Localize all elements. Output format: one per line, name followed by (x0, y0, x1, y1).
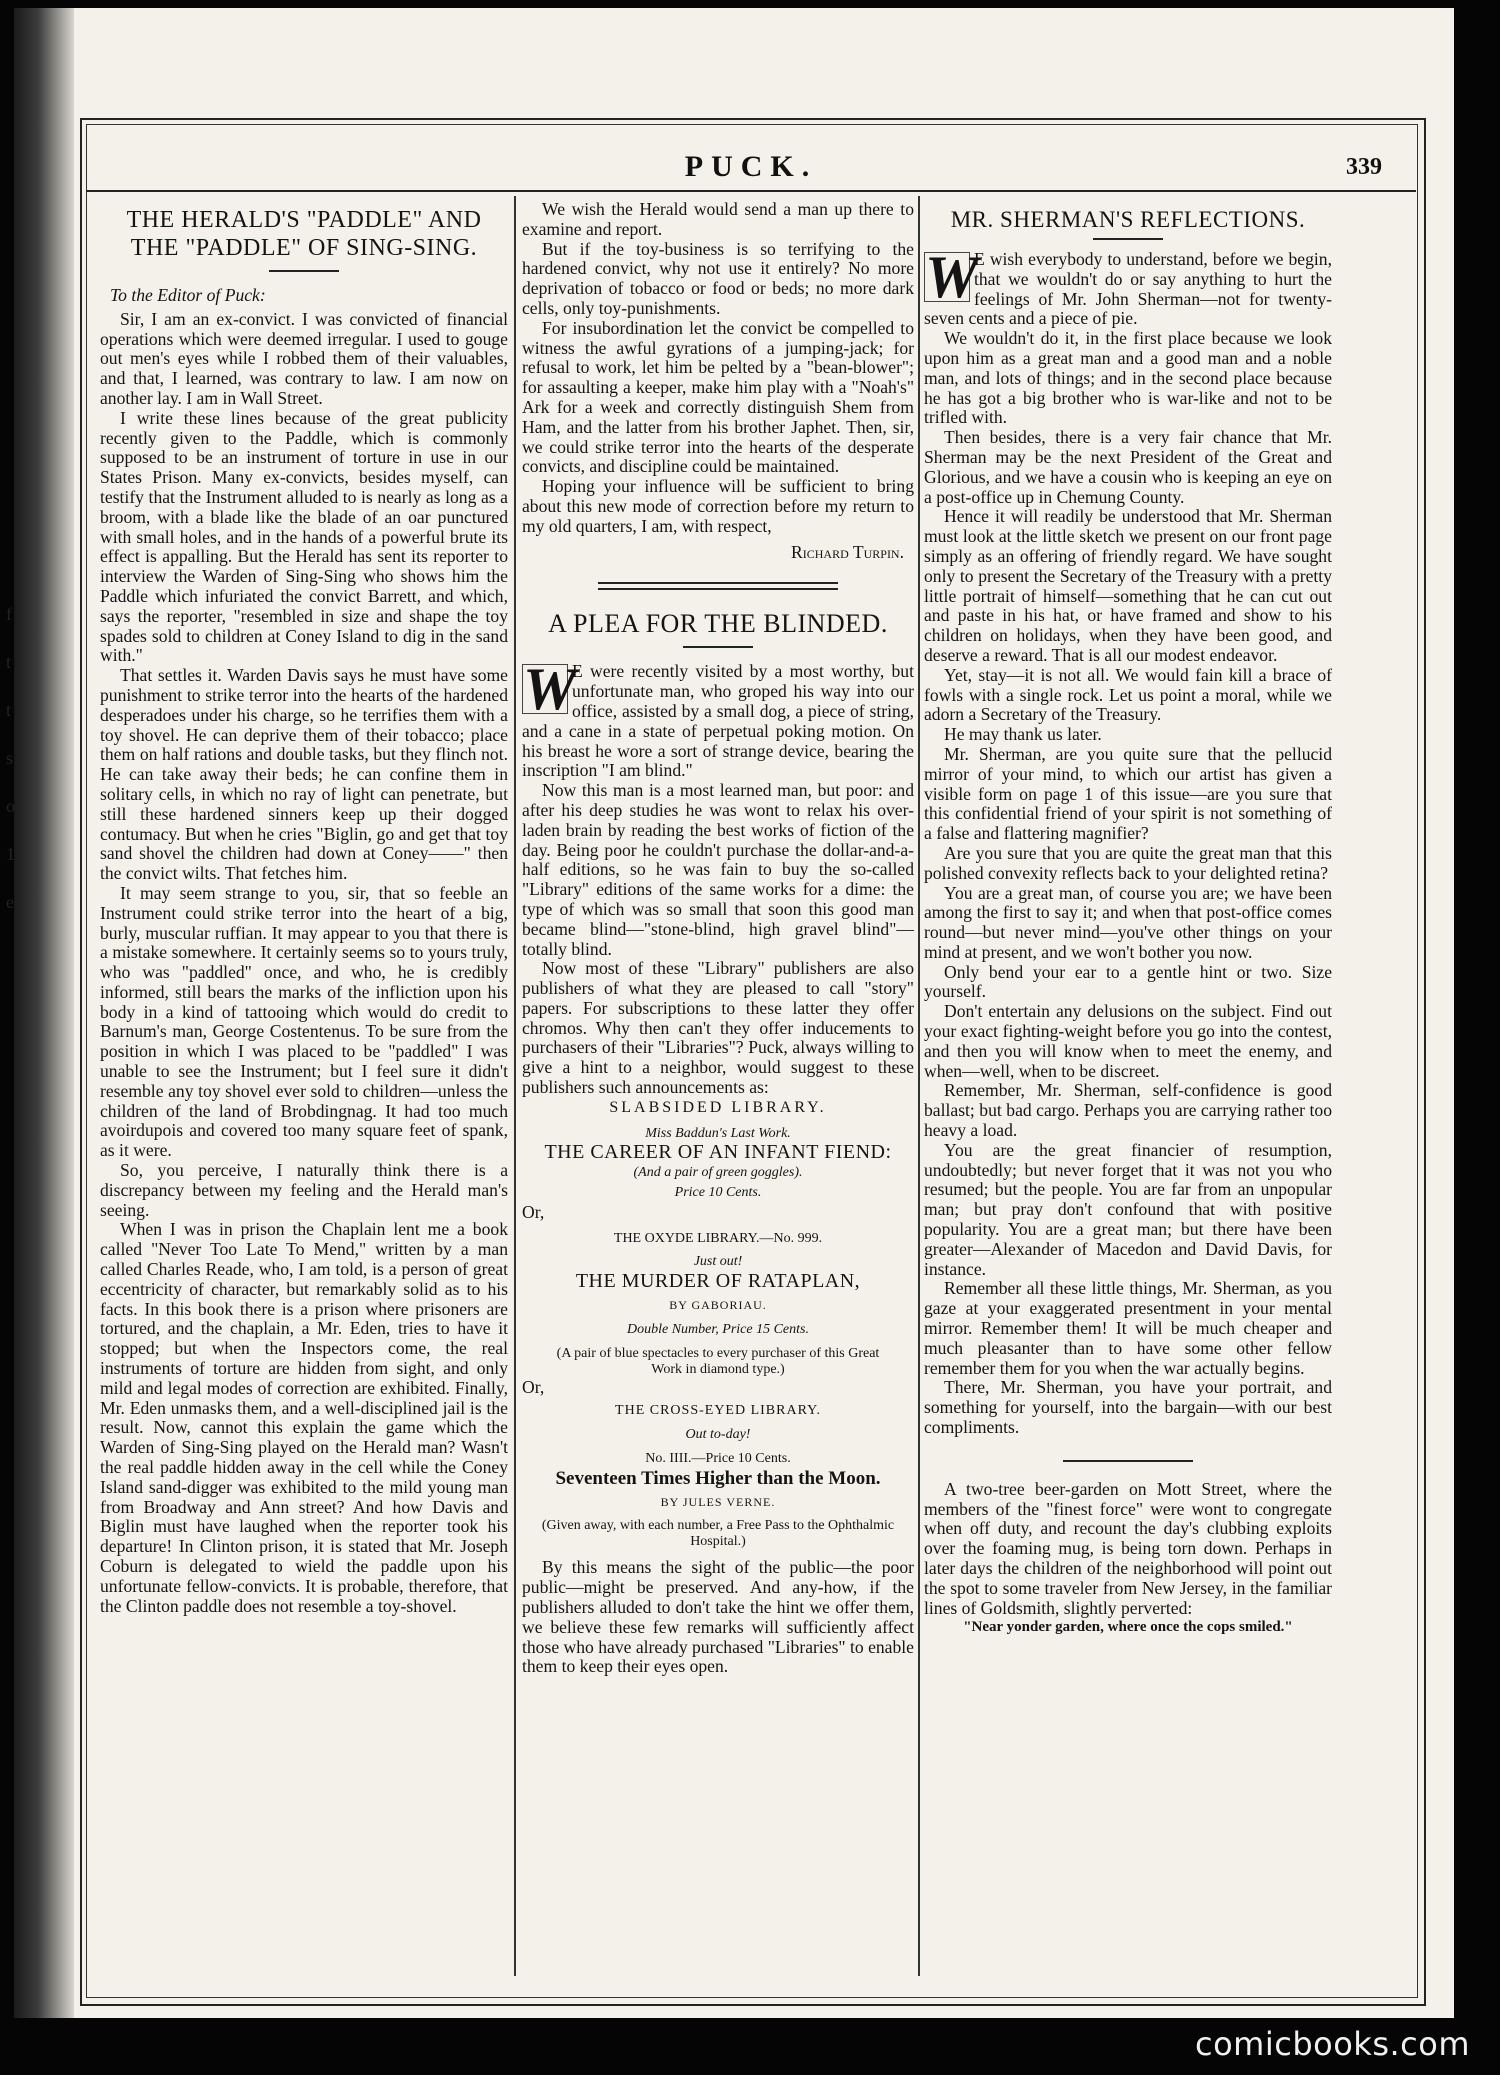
paragraph: Yet, stay—it is not all. We would fain kill a brace of fowls with a single rock. Let us point a moral, while we adorn a Secretary of the Treasury. (924, 664, 1332, 725)
article-body (924, 329, 1332, 1438)
spine-letter: f (6, 604, 12, 624)
article-body (522, 781, 914, 1098)
salutation: To the Editor of Puck: (110, 285, 266, 305)
ad-price: No. IIII.—Price 10 Cents. (645, 1451, 791, 1467)
spine-text-fragments (6, 590, 15, 926)
ad-library-name: THE OXYDE LIBRARY.—No. 999. (613, 1230, 823, 1246)
paragraph: For insubordination let the convict be compelled to witness the awful gyrations of a jumping-jack; for refusal to work, let him be pelted by a "bean-blower"; for assaulting a keeper, make him play with a "Noah's" Ark for a week and correctly distinguish Shem from Ham, and the latter from his brother Japhet. Then, sir, we could strike terror into the hearts of the desperate convicts, and discipline could be maintained. (522, 317, 914, 477)
header-rule (86, 190, 1416, 192)
title-rule (683, 646, 753, 648)
paragraph: When I was in prison the Chaplain lent me a book called "Never Too Late To Mend," written by a man called Charles Reade, who, I am told, is a person of great eccentricity of character, but remarkably solid as to his facts. In this book there is a prison where prisoners are tortured, and the chaplain, a Mr. Eden, tries to have it stopped; but when the Inspectors come, the real instruments of torture are hidden from sight, and only mild and legal modes of correction are exhibited. Finally, Mr. Eden unmasks them, and a well-disciplined jail is the result. Now, cannot this explain the game which the Warden of Sing-Sing played on the Herald man? Wasn't the real paddle hidden away in the cell while the Coney Island sand-digger was exhibited to the mild young man from Broadway and Ann street? And how Davis and Biglin must have laughed when the reporter took his departure! In Clinton prison, it is stated that Mr. Joseph Coburn is delegated to wield the paddle upon his unfortunate fellow-convicts. It is probable, therefore, that the Clinton paddle does not resemble a toy-shovel. (100, 1219, 508, 1616)
paragraph: I write these lines because of the great publicity recently given to the Paddle, which is commonly supposed to be an instrument of torture in use in our States Prison. Many ex-convicts, besides myself, can testify that the Instrument alluded to is nearly as long as a broom, with a blade like the blade of an oar punctured with small holes, and in the hands of a powerful brute its effect is appalling. But the Herald has sent its reporter to interview the Warden of Sing-Sing who shows him the Paddle which infuriated the convict Barrett, and which, says the reporter, "resembled in size and shape the toy spades sold to children at Coney Island to dig in the sand with." (100, 407, 508, 666)
ad-author: BY GABORIAU. (669, 1298, 767, 1313)
ad-subtitle: Out to-day! (685, 1427, 751, 1443)
opening-paragraph (522, 656, 914, 781)
paragraph: It may seem strange to you, sir, that so feeble an Instrument could strike terror into the heart of a big, burly, muscular ruffian. It may appear to you that there is a mistake somewhere. It certainly seems so to yours truly, who was "paddled" once, and who, he is credibly informed, still bears the marks of the infliction upon his body in a kind of tattooing which would do credit to Barnum's man, George Costentenus. To be sure from the position in which I was placed to be "paddled" I was unable to see the Instrument; but I feel sure it didn't resemble any toy shovel ever sold to children—unless the children of the land of Brobdingnag. It had too much avoirdupois and covered too many square feet of spank, as it were. (100, 882, 508, 1161)
spine-letter: s (6, 748, 14, 768)
paragraph: Are you sure that you are quite the great man that this polished convexity reflects back to your delighted retina? (924, 842, 1332, 883)
column-right (924, 200, 1332, 2010)
paragraph: Remember, Mr. Sherman, self-confidence is good ballast; but bad cargo. Perhaps you are carrying rather too heavy a load. (924, 1080, 1332, 1141)
paragraph: That settles it. Warden Davis says he must have some punishment to strike terror into the hearts of the hardened desperadoes under his charge, so he terrifies them with a toy shovel. He can deprive them of their tobacco; place them on half rations and double tasks, but they flinch not. He can take away their beds; he can confine them in solitary cells, in which no ray of light can penetrate, but still these hardened sinners keep up their dogged contumacy. But when he cries "Biglin, go and get that toy sand shovel the children had down at Coney——" then the convict wilts. That fetches him. (100, 665, 508, 884)
ad-price: Price 10 Cents. (674, 1185, 762, 1201)
ad-or: Or, (522, 1201, 545, 1222)
ad-library-name: THE CROSS-EYED LIBRARY. (615, 1403, 821, 1419)
watermark: comicbooks.com (1194, 2025, 1470, 2063)
spine-letter: t (6, 652, 12, 672)
paragraph: So, you perceive, I naturally think there is a discrepancy between my feeling and the Herald man's seeing. (100, 1160, 508, 1220)
book-spine (14, 8, 74, 2018)
spine-letter: 1 (6, 844, 15, 864)
paragraph: You are the great financier of resumption, undoubtedly; but never forget that it was not you who resumed; but the people. You are far from an unpopular man; but pray don't confound that with positive popularity. You are a great man; but there have been greater—Alexander of Macedon and David Davis, for instance. (924, 1139, 1332, 1279)
paragraph: He may thank us later. (944, 724, 1102, 745)
article-title: A PLEA FOR THE BLINDED. (548, 609, 888, 639)
magazine-title: PUCK. (684, 150, 818, 183)
drop-cap: W (523, 656, 577, 723)
ad-author: BY JULES VERNE. (660, 1494, 776, 1509)
paragraph: Now this man is a most learned man, but poor: and after his deep studies he was wont to relax his over-laden brain by reading the best works of fiction of the day. Being poor he couldn't purchase the dollar-and-a-half editions, so he was fain to buy the so-called "Library" editions of the same works for a dime: the type of which was so small that soon this good man became blind—"stone-blind, high gravel blind"—totally blind. (522, 780, 914, 959)
article-title: MR. SHERMAN'S REFLECTIONS. (950, 207, 1306, 232)
ad-library-name: SLABSIDED LIBRARY. (609, 1098, 827, 1116)
page-header (80, 150, 1422, 186)
signature: Richard Turpin. (791, 541, 904, 562)
column-divider (918, 196, 920, 1976)
ad-subtitle: Just out! (693, 1254, 743, 1270)
paragraph: There, Mr. Sherman, you have your portrait, and something for yourself, into the bargain—with our best compliments. (924, 1377, 1332, 1438)
drop-cap: W (925, 244, 979, 310)
paragraph: Now most of these "Library" publishers are also publishers of what they are pleased to call "story" papers. For subscriptions to these latter they offer chromos. Why then can't they offer inducements to purchasers of their "Libraries"? Puck, always willing to give a hint to a neighbor, would suggest to these publishers such announcements as: (522, 958, 914, 1098)
ad-title: THE CAREER OF AN INFANT FIEND: (544, 1141, 892, 1164)
section-rule (1063, 1460, 1193, 1462)
paragraph: You are a great man, of course you are; we have been among the first to say it; and when that post-office comes round—but never mind—you've other things on your mind at present, and we won't bother you now. (924, 882, 1332, 962)
paragraph: Sir, I am an ex-convict. I was convicted of financial operations which were deemed irregular. I used to gouge out men's eyes while I robbed them of their valuables, and that, I learned, was contrary to law. I am now on another lay. I am in Wall Street. (100, 308, 508, 408)
column-divider (514, 196, 516, 1976)
page-number: 339 (1346, 154, 1382, 180)
opening-paragraph (924, 244, 1332, 329)
beer-garden-paragraph: A two-tree beer-garden on Mott Street, where the members of the "finest force" were wont to congregate when off duty, and recount the day's clubbing exploits over the foaming mug, is being torn down. Perhaps in later days the children of the neighborhood will point out the spot to some traveler from New Jersey, in the familiar lines of Goldsmith, slightly perverted: (924, 1478, 1332, 1618)
article-title: THE HERALD'S "PADDLE" AND THE "PADDLE" OF SING-SING. (126, 207, 482, 261)
paragraph: We wouldn't do it, in the first place because we look upon him as a great man and a good man and a noble man, and lots of things; and in the second place because he has got a big brother who is war-like and not to be trifled with. (924, 328, 1332, 428)
paragraph: We wish the Herald would send a man up there to examine and report. (522, 199, 914, 239)
ad-title: Seventeen Times Higher than the Moon. (555, 1467, 881, 1489)
paragraph: Then besides, there is a very fair chance that Mr. Sherman may be the next President of the Great and Glorious, and we have a cousin who is keeping an eye on a post-office up in Chemung County. (924, 427, 1332, 507)
title-rule (269, 270, 339, 272)
spine-letter: e (6, 892, 14, 912)
title-rule (1093, 238, 1163, 240)
column-left (100, 200, 508, 2010)
paragraph: Hoping your influence will be sufficient to bring about this new mode of correction before my return to my old quarters, I am, with respect, (522, 476, 914, 536)
spine-letter: o (6, 796, 15, 816)
article-continuation (522, 200, 914, 537)
ad-price: Double Number, Price 15 Cents. (627, 1321, 809, 1337)
paragraph: But if the toy-business is so terrifying to the hardened convict, why not use it entirely? No more deprivation of tobacco or food or beds; no more dark cells, only toy-punishments. (522, 238, 914, 318)
ad-note: (Given away, with each number, a Free Pass to the Ophthalmic Hospital.) (541, 1518, 895, 1550)
article-body (100, 310, 508, 1617)
spine-letter: t (6, 700, 12, 720)
verse-quote: "Near yonder garden, where once the cops smiled." (963, 1619, 1293, 1636)
section-rule (598, 582, 838, 590)
opening-text: E were recently visited by a most worthy, but unfortunate man, who groped his way into our office, assisted by a small dog, a piece of string, and a cane in a state of perpetual poking motion. On his breast he wore a sort of strange device, bearing the inscription "I am blind." (522, 661, 914, 781)
ad-or: Or, (522, 1376, 545, 1397)
opening-text: E wish everybody to understand, before we begin, that we wouldn't do or say anything to hurt the feelings of Mr. John Sherman—not for twenty-seven cents and a piece of pie. (924, 249, 1332, 329)
ad-subtitle: Miss Baddun's Last Work. (645, 1125, 791, 1141)
paragraph: Don't entertain any delusions on the subject. Find out your exact fighting-weight before you go into the contest, and then you will know when to meet the enemy, and when—well, when to be discreet. (924, 1001, 1332, 1081)
column-middle (522, 200, 914, 2010)
closing-paragraph: By this means the sight of the public—the poor public—might be preserved. And any-how, if the publishers alluded to don't take the hint we offer them, we believe these few remarks will sufficiently affect those who have already purchased "Libraries" to enable them to keep their eyes open. (522, 1557, 914, 1677)
ad-title: THE MURDER OF RATAPLAN, (575, 1270, 861, 1293)
library-ads (522, 1098, 914, 1551)
ad-note: (And a pair of green goggles). (633, 1165, 803, 1181)
paragraph: Hence it will readily be understood that Mr. Sherman must look at the little sketch we present on our front page simply as an offering of friendly regard. We have sought only to present the Secretary of the Treasury with a pretty little portrait of himself—something that he can cut out and paste in his hat, or have framed and show to his children on holidays, when they have been good, and deserve a reward. That is all our modest endeavor. (924, 506, 1332, 665)
paragraph: Remember all these little things, Mr. Sherman, as you gaze at your exaggerated presentment in your mental mirror. Remember them! It will be much cheaper and much pleasanter than to have some other fellow remember them for you when the war actually begins. (924, 1278, 1332, 1378)
paragraph: Only bend your ear to a gentle hint or two. Size yourself. (924, 961, 1332, 1002)
paragraph: Mr. Sherman, are you quite sure that the pellucid mirror of your mind, to which our artist has given a visible form on page 1 of this issue—are you sure that this confidential friend of your spirit is not something of a false and flattering magnifier? (924, 743, 1332, 844)
ad-note: (A pair of blue spectacles to every purchaser of this Great Work in diamond type.) (556, 1345, 880, 1377)
